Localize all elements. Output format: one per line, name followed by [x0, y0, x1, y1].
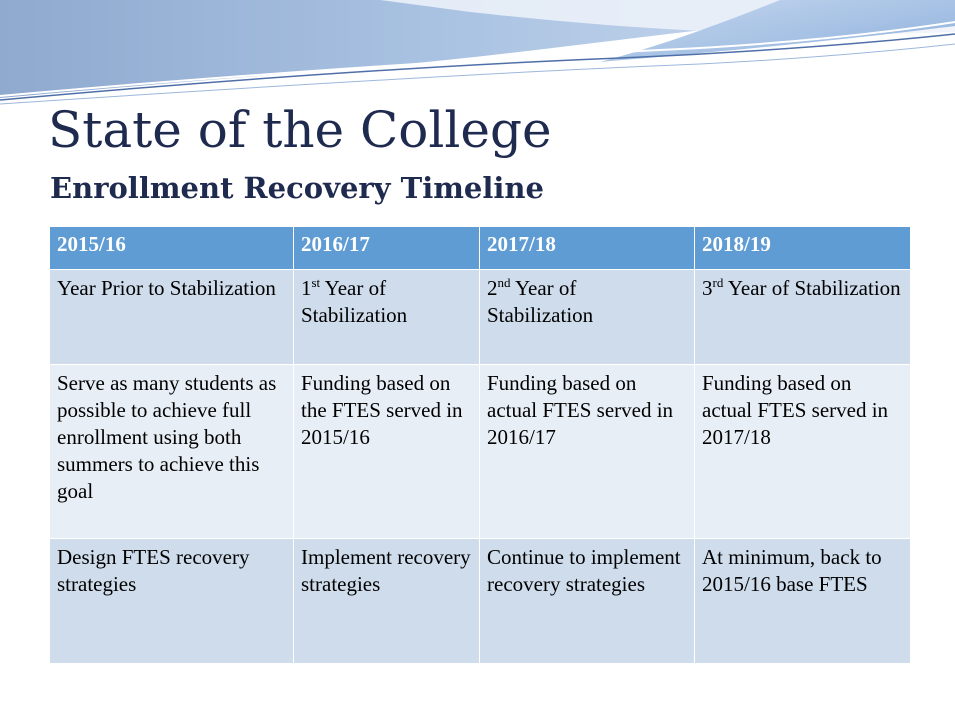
stage-cell-2017-18: [480, 270, 695, 365]
funding-cell-2016-17: Funding based on the FTES served in 2015/16: [294, 364, 480, 538]
stage-cell-2018-19: [695, 270, 911, 365]
stage-ordinal-suffix: nd: [497, 275, 511, 291]
table-header-row: [50, 227, 911, 270]
header-cell-2016-17: 2016/17: [294, 227, 480, 270]
stage-text: Year of Stabilization: [723, 276, 901, 301]
table-row-strategy: [50, 539, 911, 664]
funding-cell-2018-19: Funding based on actual FTES served in 2017/18: [695, 364, 911, 538]
stage-cell-2016-17: [294, 270, 480, 365]
table-row-funding: [50, 364, 911, 538]
header-cell-2015-16: 2015/16: [50, 227, 294, 270]
strategy-cell-2015-16: Design FTES recovery strategies: [50, 539, 294, 664]
stage-text: Year Prior to Stabilization: [57, 276, 276, 301]
header-swoosh-graphic: [0, 0, 955, 110]
stage-ordinal-suffix: rd: [712, 275, 724, 291]
header-cell-2018-19: 2018/19: [695, 227, 911, 270]
funding-cell-2017-18: Funding based on actual FTES served in 2016/17: [480, 364, 695, 538]
funding-cell-2015-16: Serve as many students as possible to achieve full enrollment using both summers to achieve this goal: [50, 364, 294, 538]
table-row-stage: [50, 270, 911, 365]
stage-ordinal: 3: [702, 276, 713, 301]
strategy-cell-2017-18: Continue to implement recovery strategies: [480, 539, 695, 664]
header-cell-2017-18: 2017/18: [480, 227, 695, 270]
stage-text: Year of Stabilization: [487, 276, 594, 328]
stage-ordinal: 1: [301, 276, 312, 301]
enrollment-timeline-table: [49, 226, 911, 664]
stage-cell-2015-16: [50, 270, 294, 365]
slide-subtitle: Enrollment Recovery Timeline: [50, 171, 544, 205]
strategy-cell-2018-19: At minimum, back to 2015/16 base FTES: [695, 539, 911, 664]
strategy-cell-2016-17: Implement recovery strategies: [294, 539, 480, 664]
stage-text: Year of Stabilization: [301, 276, 408, 328]
stage-ordinal: 2: [487, 276, 498, 301]
slide-title: State of the College: [48, 101, 552, 159]
stage-ordinal-suffix: st: [311, 275, 321, 291]
